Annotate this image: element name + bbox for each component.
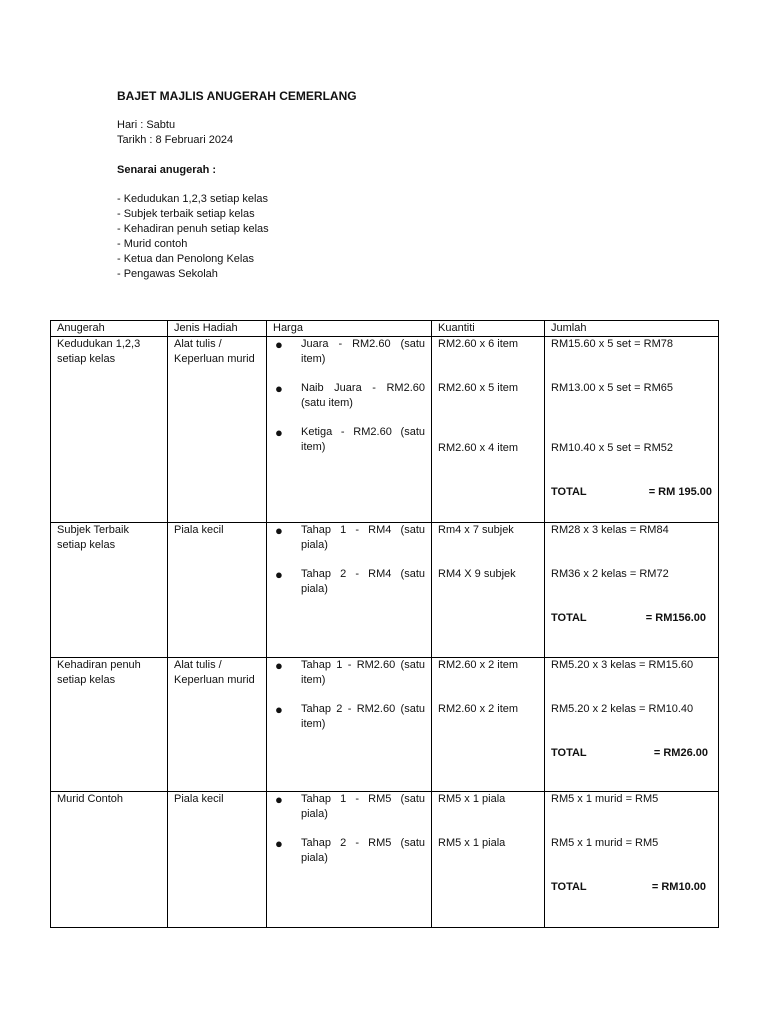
price-item xyxy=(273,567,425,611)
bullet-icon: ● xyxy=(275,567,283,582)
price-text: Juara - RM2.60 (satu item) xyxy=(301,338,425,365)
category-cell: Kehadiran penuh setiap kelas xyxy=(51,658,168,792)
document-title: BAJET MAJLIS ANUGERAH CEMERLANG xyxy=(117,89,357,103)
bullet-icon: ● xyxy=(275,381,283,396)
price-text: Tahap 2 - RM4 (satu piala) xyxy=(301,568,425,595)
award-list-item: - Kedudukan 1,2,3 setiap kelas xyxy=(117,193,269,205)
column-header-jenis-hadiah: Jenis Hadiah xyxy=(168,321,267,337)
table-row xyxy=(51,337,719,523)
column-header-kuantiti: Kuantiti xyxy=(432,321,545,337)
price-item xyxy=(273,836,425,880)
event-day: Hari : Sabtu xyxy=(117,119,176,131)
award-list-item: - Kehadiran penuh setiap kelas xyxy=(117,223,269,235)
category-cell: Subjek Terbaik setiap kelas xyxy=(51,523,168,658)
event-meta xyxy=(117,118,233,148)
price-item xyxy=(273,425,425,469)
amount-text: RM5 x 1 murid = RM5 xyxy=(551,793,659,805)
total-row xyxy=(551,611,712,626)
price-item xyxy=(273,792,425,836)
total-value: = RM26.00 xyxy=(653,747,708,759)
prize-type-cell: Alat tulis / Keperluan murid xyxy=(168,337,267,523)
total-value: = RM156.00 xyxy=(645,612,706,624)
price-item xyxy=(273,523,425,567)
table-row xyxy=(51,523,719,658)
quantity-text: RM2.60 x 2 item xyxy=(438,703,519,715)
price-text: Tahap 1 - RM5 (satu piala) xyxy=(301,793,425,820)
quantity-cell xyxy=(432,658,545,792)
bullet-icon: ● xyxy=(275,792,283,807)
price-cell xyxy=(267,792,432,928)
quantity-text: Rm4 x 7 subjek xyxy=(438,524,514,536)
category-cell: Kedudukan 1,2,3 setiap kelas xyxy=(51,337,168,523)
column-header-jumlah: Jumlah xyxy=(545,321,719,337)
total-row xyxy=(551,485,712,500)
award-list-item: - Subjek terbaik setiap kelas xyxy=(117,208,255,220)
total-label: TOTAL xyxy=(551,881,587,893)
bullet-icon: ● xyxy=(275,425,283,440)
total-value: = RM10.00 xyxy=(651,881,706,893)
table-header-row xyxy=(51,321,719,337)
quantity-text: RM5 x 1 piala xyxy=(438,837,506,849)
price-cell xyxy=(267,658,432,792)
bullet-icon: ● xyxy=(275,523,283,538)
price-text: Ketiga - RM2.60 (satu item) xyxy=(301,426,425,453)
amount-text: RM5.20 x 2 kelas = RM10.40 xyxy=(551,703,694,715)
award-list-heading: Senarai anugerah : xyxy=(117,164,217,176)
amount-text: RM5 x 1 murid = RM5 xyxy=(551,837,659,849)
column-header-anugerah: Anugerah xyxy=(51,321,168,337)
total-label: TOTAL xyxy=(551,612,587,624)
bullet-icon: ● xyxy=(275,337,283,352)
award-list-item: - Pengawas Sekolah xyxy=(117,268,218,280)
quantity-text: RM2.60 x 2 item xyxy=(438,659,519,671)
amount-cell xyxy=(545,337,719,523)
price-cell xyxy=(267,337,432,523)
amount-text: RM10.40 x 5 set = RM52 xyxy=(551,442,673,454)
prize-type-cell: Piala kecil xyxy=(168,523,267,658)
amount-text: RM13.00 x 5 set = RM65 xyxy=(551,382,673,394)
quantity-text: RM2.60 x 4 item xyxy=(438,442,519,454)
column-header-harga: Harga xyxy=(267,321,432,337)
award-list-item: - Ketua dan Penolong Kelas xyxy=(117,253,254,265)
price-item xyxy=(273,337,425,381)
quantity-cell xyxy=(432,337,545,523)
bullet-icon: ● xyxy=(275,702,283,717)
amount-cell xyxy=(545,523,719,658)
price-item xyxy=(273,658,425,702)
quantity-text: RM5 x 1 piala xyxy=(438,793,506,805)
amount-text: RM36 x 2 kelas = RM72 xyxy=(551,568,669,580)
amount-text: RM5.20 x 3 kelas = RM15.60 xyxy=(551,659,694,671)
price-text: Tahap 1 - RM4 (satu piala) xyxy=(301,524,425,551)
table-row xyxy=(51,792,719,928)
award-list-item: - Murid contoh xyxy=(117,238,188,250)
award-list xyxy=(117,192,269,282)
price-text: Tahap 2 - RM2.60 (satu item) xyxy=(301,703,425,730)
total-row xyxy=(551,880,712,895)
amount-text: RM28 x 3 kelas = RM84 xyxy=(551,524,669,536)
quantity-text: RM4 X 9 subjek xyxy=(438,568,516,580)
amount-text: RM15.60 x 5 set = RM78 xyxy=(551,338,673,350)
price-text: Tahap 1 - RM2.60 (satu item) xyxy=(301,659,425,686)
budget-table xyxy=(50,320,719,928)
total-label: TOTAL xyxy=(551,747,587,759)
prize-type-cell: Piala kecil xyxy=(168,792,267,928)
amount-cell xyxy=(545,658,719,792)
total-label: TOTAL xyxy=(551,486,587,498)
event-date: Tarikh : 8 Februari 2024 xyxy=(117,134,234,146)
bullet-icon: ● xyxy=(275,658,283,673)
price-text: Tahap 2 - RM5 (satu piala) xyxy=(301,837,425,864)
table-row xyxy=(51,658,719,792)
category-cell: Murid Contoh xyxy=(51,792,168,928)
quantity-text: RM2.60 x 5 item xyxy=(438,382,519,394)
price-text: Naib Juara - RM2.60 (satu item) xyxy=(301,382,425,409)
price-item xyxy=(273,702,425,746)
price-cell xyxy=(267,523,432,658)
price-item xyxy=(273,381,425,425)
quantity-text: RM2.60 x 6 item xyxy=(438,338,519,350)
quantity-cell xyxy=(432,792,545,928)
total-value: = RM 195.00 xyxy=(648,486,712,498)
prize-type-cell: Alat tulis / Keperluan murid xyxy=(168,658,267,792)
total-row xyxy=(551,746,712,761)
amount-cell xyxy=(545,792,719,928)
bullet-icon: ● xyxy=(275,836,283,851)
quantity-cell xyxy=(432,523,545,658)
